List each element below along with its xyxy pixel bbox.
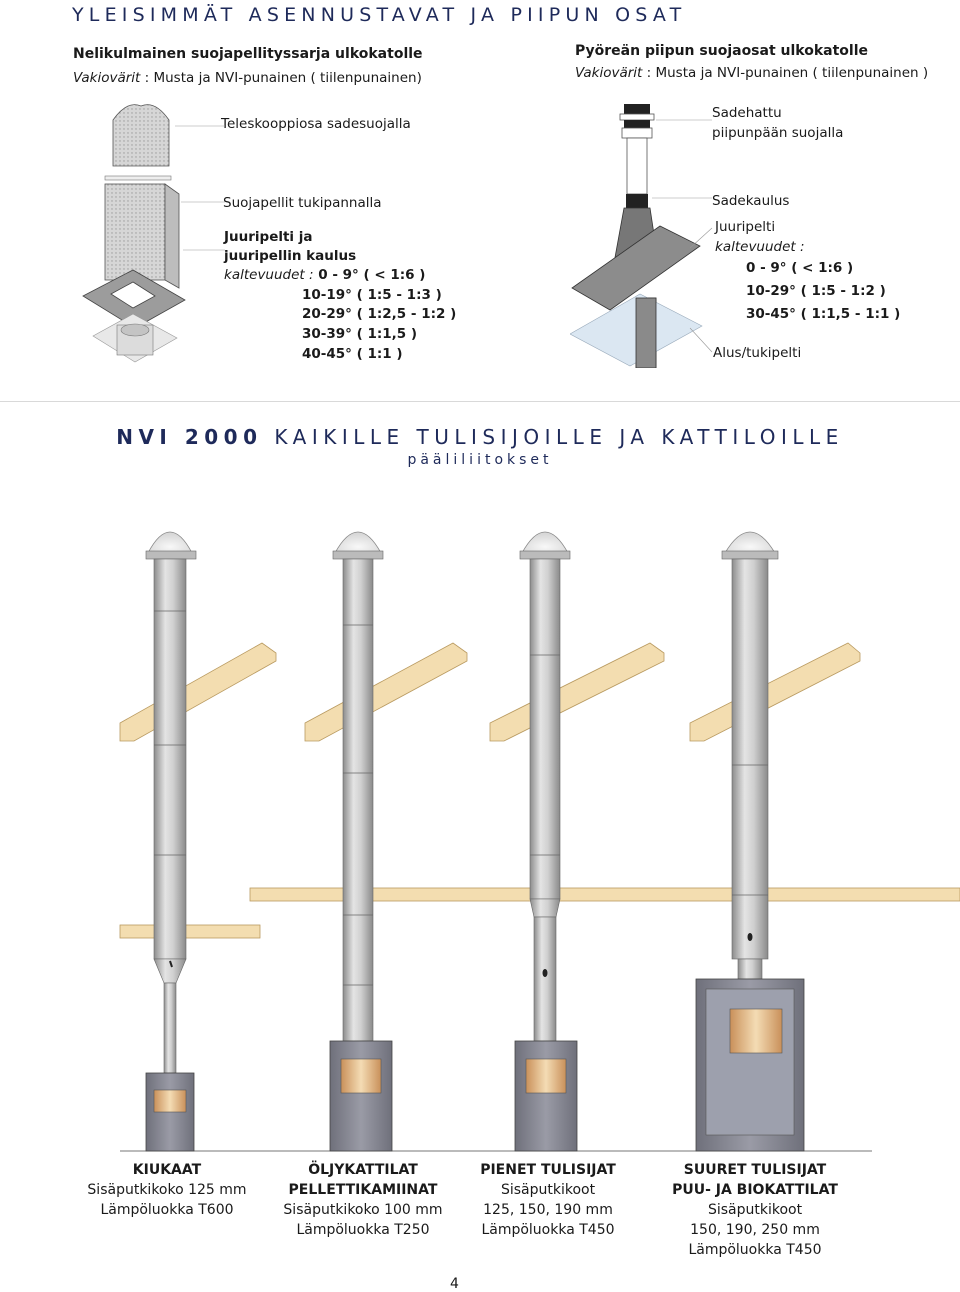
- nvi-heading: NVI 2000 KAIKILLE TULISIJOILLE JA KATTILOILLE: [116, 425, 844, 449]
- label-right-flashing: Juuripelti: [715, 219, 776, 235]
- left-heading: Nelikulmainen suojapellityssarja ulkokatolle: [73, 46, 423, 62]
- installation-illustration: [0, 515, 960, 1155]
- caption-sauna-stoves: KIUKAAT Sisäputkikoko 125 mm Lämpöluokka T600: [87, 1162, 247, 1218]
- caption-small-fireplaces: PIENET TULISIJAT Sisäputkikoot 125, 150, 190 mm Lämpöluokka T450: [480, 1162, 616, 1238]
- left-slopes-3: 30-39° ( 1:1,5 ): [302, 326, 418, 342]
- caption-oil-boilers: ÖLJYKATTILAT PELLETTIKAMIINAT Sisäputkikoko 100 mm Lämpöluokka T250: [283, 1162, 443, 1238]
- label-telescope: Teleskooppiosa sadesuojalla: [221, 116, 411, 132]
- section-divider: [0, 401, 960, 402]
- right-colors: Vakiovärit : Musta ja NVI-punainen ( tiilenpunainen ): [575, 65, 929, 81]
- label-collar: Sadekaulus: [712, 193, 790, 209]
- label-rain-cap-1: Sadehattu: [712, 105, 782, 121]
- caption-large-fireplaces: SUURET TULISIJAT PUU- JA BIOKATTILAT Sisäputkikoot 150, 190, 250 mm Lämpöluokka T450: [672, 1162, 838, 1258]
- nvi-subtitle: pääliliitokset: [407, 452, 553, 468]
- page-number: 4: [450, 1276, 459, 1292]
- left-slopes-0: kaltevuudet : 0 - 9° ( < 1:6 ): [224, 267, 426, 283]
- label-covers: Suojapellit tukipannalla: [223, 195, 382, 211]
- right-heading: Pyöreän piipun suojaosat ulkokatolle: [575, 43, 869, 59]
- left-slopes-1: 10-19° ( 1:5 - 1:3 ): [302, 287, 442, 303]
- right-slopes-0: 0 - 9° ( < 1:6 ): [746, 260, 854, 276]
- right-slopes-label: kaltevuudet :: [715, 239, 805, 255]
- left-slopes-4: 40-45° ( 1:1 ): [302, 346, 403, 362]
- round-chimney-illustration: [570, 98, 715, 368]
- label-flashing-2: juuripellin kaulus: [224, 248, 357, 264]
- left-colors: Vakiovärit : Musta ja NVI-punainen ( tiilenpunainen): [73, 70, 422, 86]
- right-slopes-2: 30-45° ( 1:1,5 - 1:1 ): [746, 306, 901, 322]
- label-support-plate: Alus/tukipelti: [713, 345, 802, 361]
- label-flashing-1: Juuripelti ja: [224, 229, 313, 245]
- right-slopes-1: 10-29° ( 1:5 - 1:2 ): [746, 283, 886, 299]
- left-slopes-2: 20-29° ( 1:2,5 - 1:2 ): [302, 306, 457, 322]
- page-title: YLEISIMMÄT ASENNUSTAVAT JA PIIPUN OSAT: [72, 4, 687, 26]
- square-chimney-illustration: [75, 100, 225, 390]
- label-rain-cap-2: piipunpään suojalla: [712, 125, 844, 141]
